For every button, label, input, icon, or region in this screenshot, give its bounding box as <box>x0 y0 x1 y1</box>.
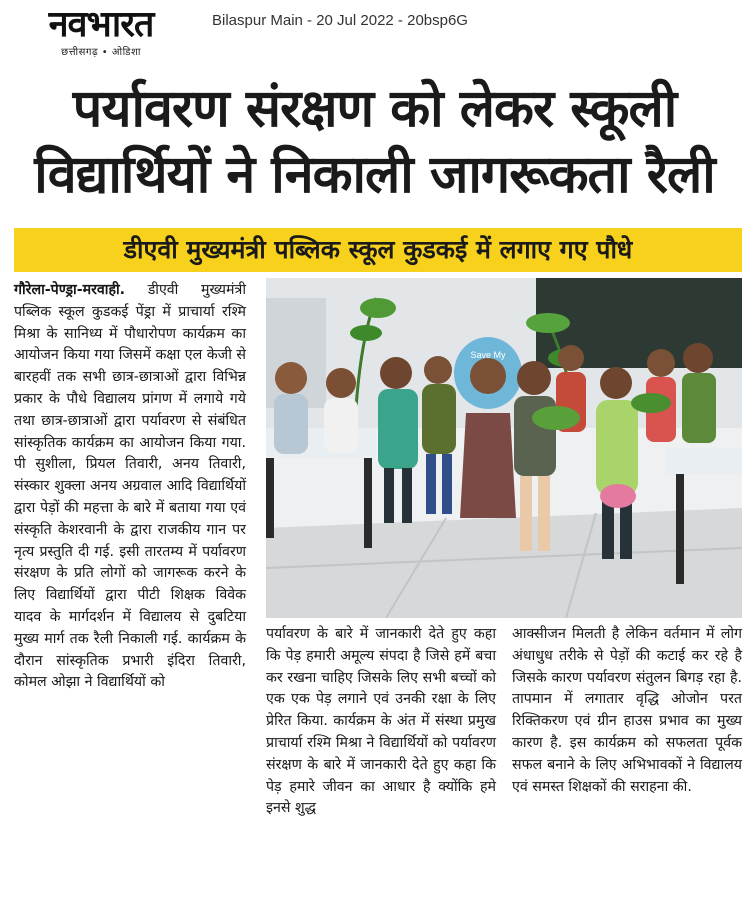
students-with-plants-image <box>266 278 742 618</box>
headline <box>0 76 749 208</box>
headline-line-1: पर्यावरण संरक्षण को लेकर स्कूली <box>72 79 677 139</box>
logo-name: नवभारत <box>48 4 154 45</box>
article-column-1-text: डीएवी मुख्यमंत्री पब्लिक स्कूल कुडकई पेंड्रा में प्राचार्या रश्मि मिश्रा के सानिध्य में पौधारोपण कार्यक्रम का आयोजन किया गया जिसमें कक्षा एल केजी से बारहवीं तक सभी छात्र-छात्राओं द्वारा विभिन्न प्रकार के पौधे विद्यालय प्रांगण में लगाये गये तथा छात्र-छात्राओं द्वारा पर्यावरण से संबंधित सांस्कृतिक कार्यक्रम का आयोजन किया गया. पी सुशीला, प्रियल तिवारी, अनय तिवारी, संस्कार शुक्ला अनय अग्रवाल आदि विद्यार्थियों द्वारा पेड़ों की महत्ता के बारे में बताया गया एवं संस्कृति केशरवानी के द्वारा राजकीय गान पर नृत्य प्रस्तुति दी गई. इसी तारतम्य में पर्यावरण संरक्षण के प्रति लोगों को जागरूक करने के लिए विद्यार्थियों द्वारा पीटी शिक्षक विवेक यादव के मार्गदर्शन में विद्यालय से दुबटिया मुख्य मार्ग तक रैली निकाली गई. कार्यक्रम के दौरान सांस्कृतिक प्रभारी इंदिरा तिवारी, कोमल ओझा ने विद्यार्थियों को <box>14 282 246 691</box>
newspaper-logo <box>6 4 196 66</box>
article-column-3: आक्सीजन मिलती है लेकिन वर्तमान में लोग अंधाधुध तरीके से पेड़ों की कटाई कर रहे है जिसके कारण पर्यावरण संतुलन बिगड़ रहा है. तापमान में लगातार वृद्धि ओजोन परत रिक्तिकरण एवं ग्रीन हाउस प्रभाव का मुख्य कारण है. इस कार्यक्रम को सफलता पूर्वक सफल बनाने के लिए अभिभावकों ने विद्यालय एवं समस्त शिक्षकों की सराहना की. <box>512 626 742 795</box>
article-column-2: पर्यावरण के बारे में जानकारी देते हुए कहा कि पेड़ हमारी अमूल्य संपदा है जिसे हमें बचा कर रखना चाहिए जिसके लिए सभी बच्चों को एक एक पेड़ लगाने एवं उनकी रक्षा के लिए प्रेरित किया. कार्यक्रम के अंत में संस्था प्रमुख प्राचार्या रश्मि मिश्रा ने विद्यार्थियों को पर्यावरण संरक्षण के बारे में जानकारी देते हुए कहा कि पेड़ हमारे जीवन का आधार है क्योंकि हमे इनसे शुद्ध <box>266 626 496 817</box>
edition-info: Bilaspur Main - 20 Jul 2022 - 20bsp6G <box>212 12 468 29</box>
photo-sign-text: Save My <box>470 350 506 360</box>
logo-subtitle: छत्तीसगढ़ • ओडिशा <box>61 47 141 58</box>
article-dateline: गौरेला-पेण्ड्रा-मरवाही. <box>14 282 126 298</box>
subheadline-banner: डीएवी मुख्यमंत्री पब्लिक स्कूल कुडकई में लगाए गए पौधे <box>14 228 742 272</box>
masthead <box>0 0 749 70</box>
article-photo <box>266 278 742 618</box>
headline-line-2: विद्यार्थियों ने निकाली जागरूकता रैली <box>34 145 715 205</box>
article-column-1 <box>14 280 246 694</box>
